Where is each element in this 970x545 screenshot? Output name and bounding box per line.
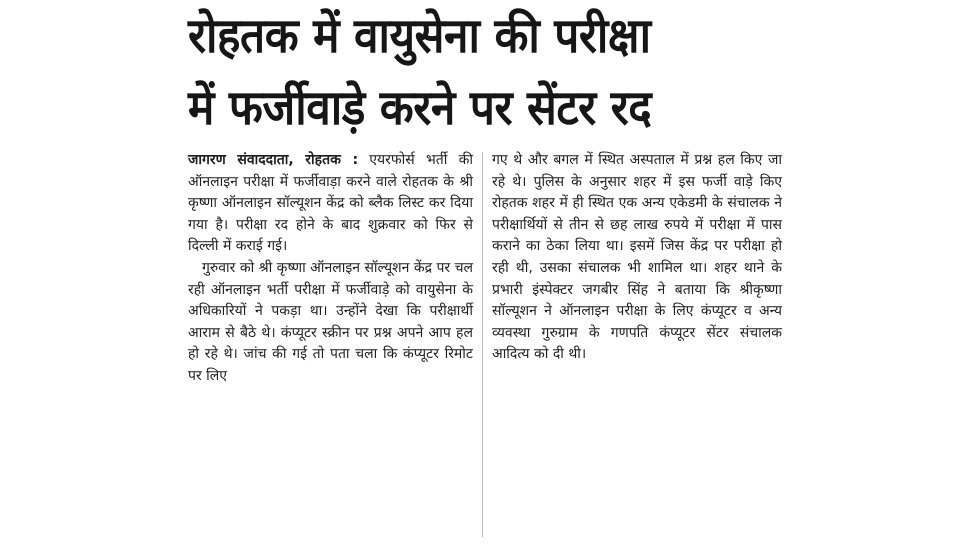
- article-paragraph-2: गुरुवार को श्री कृष्णा ऑनलाइन सॉल्यूशन केंद्र पर चल रही ऑनलाइन भर्ती परीक्षा में फर्जीवाड़े को वायुसेना के अधिकारियों ने पकड़ा था। उन्होंने देखा कि परीक्षार्थी आराम से बैठे थे। कंप्यूटर स्क्रीन पर प्रश्न अपने आप हल हो रहे थे। जांच की गई तो पता चला कि कंप्यूटर रिमोट पर लिए: [188, 259, 473, 384]
- byline: जागरण संवाददाता, रोहतक :: [188, 152, 359, 168]
- article-column-right: [492, 150, 782, 366]
- headline-line-2: में फर्जीवाड़े करने पर सेंटर रद: [188, 80, 652, 136]
- article-column-left: [188, 150, 473, 388]
- headline-line-1: रोहतक में वायुसेना की परीक्षा: [188, 8, 651, 64]
- paragraph-1-text: एयरफोर्स भर्ती की ऑनलाइन परीक्षा में फर्जीवाड़ा करने वाले रोहतक के श्री कृष्णा ऑनलाइन सॉल्यूशन केंद्र को ब्लैक लिस्ट कर दिया गया है। परीक्षा रद होने के बाद शुक्रवार को फिर से दिल्ली में कराई गई।: [188, 152, 474, 255]
- article-paragraph-1: [188, 150, 473, 258]
- article-paragraph-3: गए थे और बगल में स्थित अस्पताल में प्रश्न हल किए जा रहे थे। पुलिस के अनुसार शहर में इस फर्जी वाड़े किए रोहतक शहर में ही स्थित एक अन्य एकेडमी के संचालक ने परीक्षार्थियों से तीन से छह लाख रुपये में परीक्षा में पास कराने का ठेका लिया था। इसमें जिस केंद्र पर परीक्षा हो रही थी, उसका संचालक भी शामिल था। शहर थाने के प्रभारी इंस्पेक्टर जगबीर सिंह ने बताया कि श्रीकृष्णा सॉल्यूशन ने ऑनलाइन परीक्षा के लिए कंप्यूटर व अन्य व्यवस्था गुरुग्राम के गणपति कंप्यूटर सेंटर संचालक आदित्य को दी थी।: [492, 152, 782, 363]
- headline: [188, 0, 788, 144]
- column-divider: [482, 152, 483, 537]
